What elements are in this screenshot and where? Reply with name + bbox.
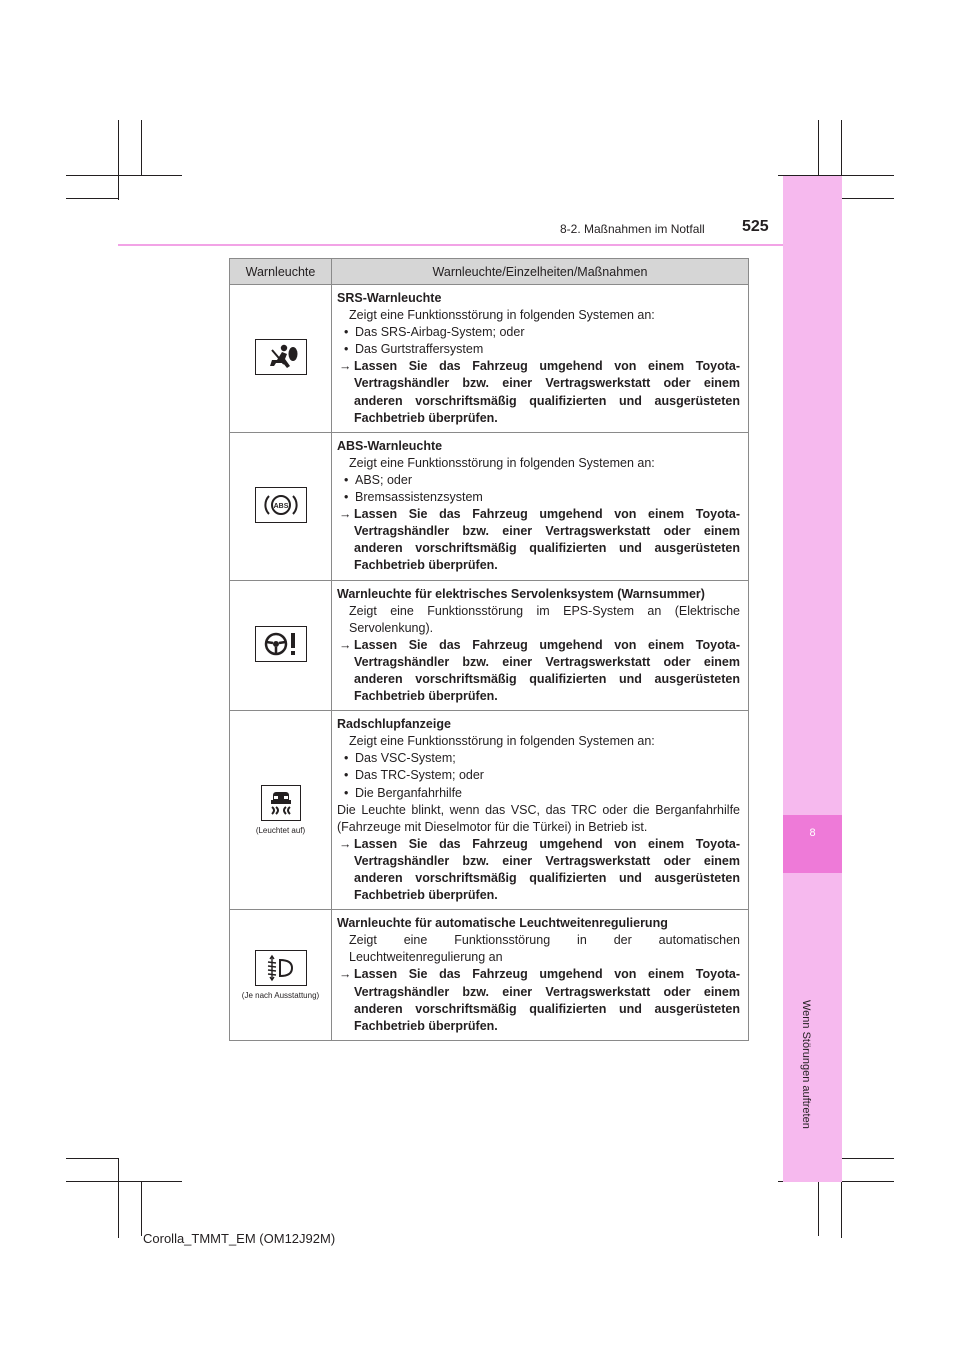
description-cell: [332, 910, 749, 1041]
airbag-warning-icon: [255, 339, 307, 375]
slip-indicator-icon: [261, 785, 301, 821]
warning-intro: Zeigt eine Funktionsstörung in folgenden Systemen an:: [349, 734, 655, 749]
crop-mark: [66, 198, 118, 199]
warning-intro: Zeigt eine Funktionsstörung in der automatischen Leuchtweitenregulierung an: [349, 933, 740, 965]
footer-document-id: Corolla_TMMT_EM (OM12J92M): [143, 1231, 336, 1246]
warning-intro: Zeigt eine Funktionsstörung im EPS-System an (Elektrische Servolenkung).: [349, 603, 740, 635]
table-row: [230, 432, 749, 580]
page-number: 525: [742, 218, 769, 235]
warning-title: Warnleuchte für elektrisches Servolenksystem (Warnsummer): [337, 586, 705, 601]
crop-mark: [841, 1158, 894, 1159]
icon-caption: (Leuchtet auf): [255, 826, 306, 836]
crop-mark: [141, 120, 142, 175]
crop-mark: [818, 1181, 819, 1236]
warning-title: SRS-Warnleuchte: [337, 291, 442, 305]
warning-note: Die Leuchte blinkt, wenn das VSC, das TRC oder die Berganfahrhilfe (Fahrzeuge mit Dieselmotor für die Türkei) in Betrieb ist.: [337, 802, 740, 834]
description-cell: [332, 711, 749, 910]
column-header-warning-light: Warnleuchte: [230, 259, 332, 285]
icon-cell: [230, 580, 332, 711]
warning-light-table: [229, 258, 749, 1041]
steering-warning-icon: [255, 626, 307, 662]
table-row: [230, 285, 749, 433]
icon-cell: [230, 432, 332, 580]
crop-mark: [841, 198, 894, 199]
list-item: • Das TRC-System; oder: [337, 767, 740, 784]
description-cell: [332, 580, 749, 711]
chapter-side-tab: [783, 176, 842, 1182]
list-item: • Die Berganfahrhilfe: [337, 785, 740, 802]
action-instruction: → Lassen Sie das Fahrzeug umgehend von einem Toyota-Vertragshändler bzw. einer Vertragswerkstatt oder einem anderen vorschriftsmäßig qualifizierten und ausgerüsteten Fachbetrieb überprüfen.: [337, 836, 740, 904]
list-item: • Das Gurtstraffersystem: [337, 341, 740, 358]
description-cell: [332, 432, 749, 580]
list-item: • ABS; oder: [337, 472, 740, 489]
table-row: [230, 580, 749, 711]
chapter-title: Wenn Störungen auftreten: [800, 1000, 812, 1129]
crop-mark: [118, 1158, 119, 1238]
chapter-number: 8: [809, 827, 816, 839]
list-item: • Das VSC-System;: [337, 750, 740, 767]
warning-intro: Zeigt eine Funktionsstörung in folgenden Systemen an:: [349, 455, 655, 470]
icon-caption: (Je nach Ausstattung): [241, 991, 320, 1001]
action-instruction: → Lassen Sie das Fahrzeug umgehend von einem Toyota-Vertragshändler bzw. einer Vertragswerkstatt oder einem anderen vorschriftsmäßig qualifizierten und ausgerüsteten Fachbetrieb überprüfen.: [337, 966, 740, 1034]
crop-mark: [66, 1181, 182, 1182]
crop-mark: [141, 1181, 142, 1236]
icon-cell: [230, 711, 332, 910]
table-header-row: [230, 259, 749, 285]
svg-text:ABS: ABS: [273, 503, 288, 511]
crop-mark: [66, 175, 182, 176]
chapter-number-tab: [783, 815, 842, 873]
description-cell: [332, 285, 749, 433]
list-item: • Bremsassistenzsystem: [337, 489, 740, 506]
warning-title: Warnleuchte für automatische Leuchtweitenregulierung: [337, 916, 668, 931]
section-title: 8-2. Maßnahmen im Notfall: [560, 222, 705, 236]
abs-warning-icon: [255, 487, 307, 523]
icon-cell: [230, 910, 332, 1041]
action-instruction: → Lassen Sie das Fahrzeug umgehend von einem Toyota-Vertragshändler bzw. einer Vertragswerkstatt oder einem anderen vorschriftsmäßig qualifizierten und ausgerüsteten Fachbetrieb überprüfen.: [337, 506, 740, 574]
warning-intro: Zeigt eine Funktionsstörung in folgenden Systemen an:: [349, 308, 655, 323]
headlight-leveling-icon: [255, 950, 307, 986]
table-row: [230, 910, 749, 1041]
action-instruction: → Lassen Sie das Fahrzeug umgehend von einem Toyota-Vertragshändler bzw. einer Vertragswerkstatt oder einem anderen vorschriftsmäßig qualifizierten und ausgerüsteten Fachbetrieb überprüfen.: [337, 637, 740, 705]
table-row: [230, 711, 749, 910]
column-header-details: Warnleuchte/Einzelheiten/Maßnahmen: [332, 259, 749, 285]
crop-mark: [818, 120, 819, 175]
icon-cell: [230, 285, 332, 433]
warning-title: Radschlupfanzeige: [337, 717, 451, 732]
action-instruction: → Lassen Sie das Fahrzeug umgehend von einem Toyota-Vertragshändler bzw. einer Vertragswerkstatt oder einem anderen vorschriftsmäßig qualifizierten und ausgerüsteten Fachbetrieb überprüfen.: [337, 358, 740, 426]
header-rule: [118, 244, 783, 246]
list-item: • Das SRS-Airbag-System; oder: [337, 324, 740, 341]
warning-title: ABS-Warnleuchte: [337, 438, 443, 453]
crop-mark: [118, 120, 119, 200]
crop-mark: [66, 1158, 118, 1159]
